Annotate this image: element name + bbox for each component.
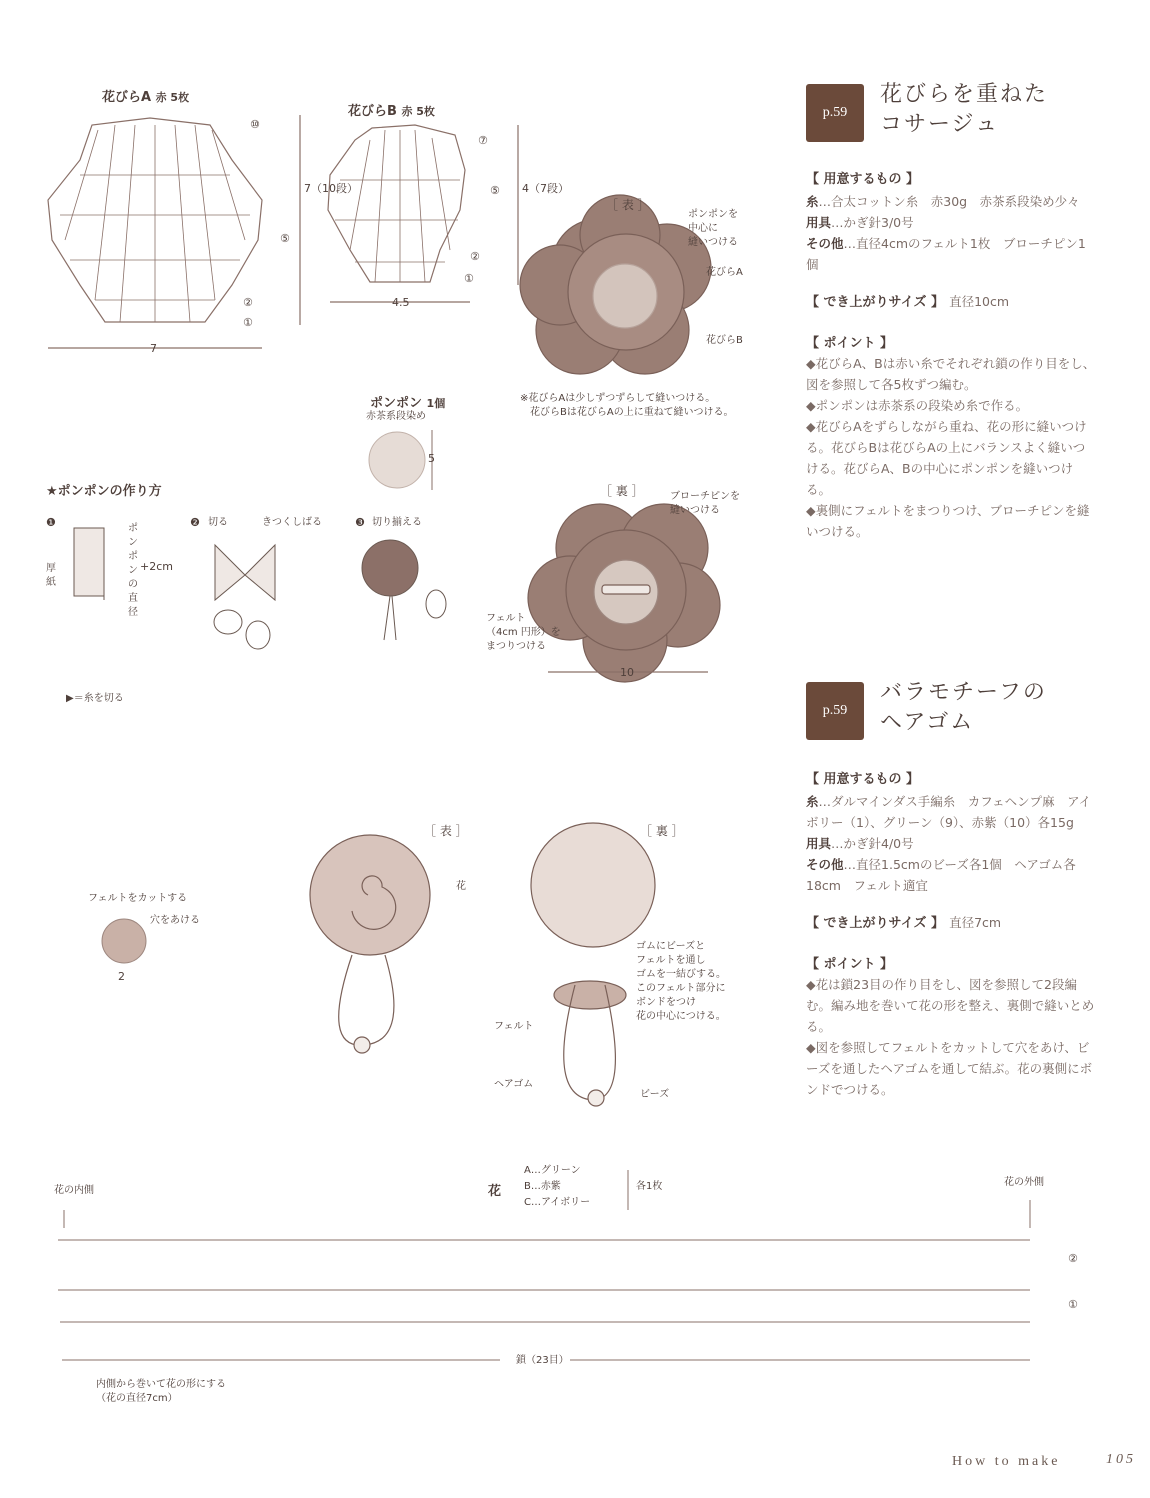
back-heading: ［ 裏 ］: [600, 484, 644, 498]
size-line: 【 でき上がりサイズ 】 直径7cm: [806, 915, 1002, 931]
petal-a-row-marker: ⑩: [250, 118, 260, 131]
pompom-diameter-label: ポンポンの直径: [128, 523, 138, 618]
felt-cut-label: フェルトをカットする: [88, 893, 188, 904]
step-number: ❶: [46, 516, 56, 529]
step-number: ❷: [190, 516, 200, 529]
hairtie-back-note: ゴムにビーズと フェルトを通し ゴムを一結びする。 このフェルト部分に ボンドをつけ 花の中心につける。: [636, 941, 726, 1022]
footer-label: How to make: [952, 1454, 1061, 1469]
points-heading: 【 ポイント 】: [806, 336, 894, 351]
point-item: ◆花びらAをずらしながら重ね、花の形に縫いつける。花びらBは花びらAの上にバランスよく縫いつける。花びらA、Bの中心にポンポンを縫いつける。: [806, 419, 1087, 497]
tool-line: 用具…かぎ針3/0号: [806, 215, 914, 230]
petal-b-width: 4.5: [392, 296, 410, 309]
color-a: A…グリーン: [524, 1165, 581, 1176]
pompom-illustration: [369, 432, 425, 488]
trim-label: 切り揃える: [372, 517, 422, 528]
petal-a-row-marker: ②: [243, 296, 253, 309]
felt-size: 2: [118, 970, 125, 983]
other-line: その他…直径4cmのフェルト1枚 ブローチピン1個: [806, 236, 1086, 272]
petal-b-row-marker: ①: [464, 272, 474, 285]
back-width: 10: [620, 666, 634, 679]
chain-flower-title: 花: [488, 1184, 502, 1199]
inner-label: 花の内側: [54, 1185, 94, 1196]
petal-b-row-marker: ②: [470, 250, 480, 263]
petal-a-title: 花びらA 赤 5枚: [102, 90, 190, 105]
hairtie-label: ヘアゴム: [494, 1079, 534, 1090]
corsage-back-illustration: [528, 504, 720, 682]
cut-label: 切る: [208, 517, 228, 528]
cardboard-label: 厚紙: [46, 563, 56, 588]
row-2-marker: ②: [1068, 1252, 1078, 1265]
petal-a-row-marker: ⑤: [280, 232, 290, 245]
color-b: B…赤紫: [524, 1181, 561, 1192]
hair-front-heading: ［ 表 ］: [424, 824, 468, 838]
item-title: 花びらを重ねた コサージュ: [880, 82, 1049, 137]
beads-label: ビーズ: [640, 1089, 670, 1100]
chain-count-label: 鎖（23目）: [516, 1355, 569, 1366]
corsage-front-illustration: [520, 195, 711, 374]
point-item: ◆図を参照してフェルトをカットして穴をあけ、ビーズを通したヘアゴムを通して結ぶ。花の裏側にボンドでつける。: [806, 1040, 1093, 1097]
felt-part-label: フェルト: [494, 1021, 534, 1032]
felt-label: フェルト （4cm 円形）を まつりつける: [486, 613, 561, 652]
chain-chart: [58, 1200, 1030, 1360]
petal-a-chart: [48, 115, 300, 348]
yarn-line: 糸…合太コットン糸 赤30g 赤茶系段染め少々: [806, 194, 1080, 209]
front-heading: ［ 表 ］: [606, 198, 650, 212]
roll-note: 内側から巻いて花の形にする （花の直径7cm）: [96, 1379, 226, 1404]
legend: ▶＝糸を切る: [66, 693, 124, 704]
petal-a-label: 花びらA: [706, 267, 743, 278]
tool-line: 用具…かぎ針4/0号: [806, 836, 914, 851]
petal-b-row-marker: ⑦: [478, 134, 488, 147]
brooch-pin-label: ブローチピンを 縫いつける: [670, 491, 740, 516]
petal-b-height: 4（7段）: [522, 182, 569, 195]
step-number: ❸: [355, 516, 365, 529]
size-line: 【 でき上がりサイズ 】 直径10cm: [806, 294, 1010, 310]
point-item: ◆花は鎖23目の作り目をし、図を参照して2段編む。編み地を巻いて花の形を整え、裏側で縫いとめる。: [806, 977, 1095, 1034]
materials-heading: 【 用意するもの 】: [806, 772, 920, 787]
row-1-marker: ①: [1068, 1298, 1078, 1311]
pompom-howto-title: ★ポンポンの作り方: [46, 484, 162, 499]
page-ref-badge: p.59: [806, 682, 864, 740]
petal-a-width: 7: [150, 342, 157, 355]
pompom-sew-label: ポンポンを 中心に 縫いつける: [688, 209, 738, 248]
felt-disc: [102, 919, 146, 963]
sewing-note: ※花びらAは少しずつずらして縫いつける。 花びらBは花びらAの上に重ねて縫いつける。: [520, 393, 734, 418]
pompom-color: 赤茶系段染め: [366, 411, 426, 422]
point-item: ◆花びらA、Bは赤い糸でそれぞれ鎖の作り目をし、図を参照して各5枚ずつ編む。: [806, 356, 1096, 392]
hair-back-heading: ［ 裏 ］: [640, 824, 684, 838]
flower-label: 花: [456, 881, 466, 892]
petal-b-row-marker: ⑤: [490, 184, 500, 197]
points-heading: 【 ポイント 】: [806, 957, 894, 972]
item-title: バラモチーフの ヘアゴム: [880, 680, 1047, 735]
each-count: 各1枚: [636, 1181, 663, 1192]
hole-label: 穴をあける: [150, 915, 200, 926]
petal-b-chart: [328, 125, 518, 302]
pompom-title: ポンポン 1個: [370, 396, 446, 411]
page-ref-badge: p.59: [806, 84, 864, 142]
materials-heading: 【 用意するもの 】: [806, 172, 920, 187]
page-number: 105: [1106, 1452, 1136, 1467]
hairtie-front-illustration: [310, 835, 430, 1053]
point-item: ◆ポンポンは赤茶系の段染め糸で作る。: [806, 398, 1029, 413]
petal-b-title: 花びらB 赤 5枚: [348, 104, 435, 119]
yarn-line: 糸…ダルマインダス手編糸 カフェヘンプ麻 アイボリー（1）、グリーン（9）、赤紫（10）各15g: [806, 794, 1092, 830]
pompom-size: 5: [428, 452, 435, 465]
outer-label: 花の外側: [1004, 1177, 1044, 1188]
tie-tight-label: きつくしばる: [262, 517, 322, 528]
plus-2cm-label: +2cm: [140, 560, 173, 573]
point-item: ◆裏側にフェルトをまつりつけ、ブローチピンを縫いつける。: [806, 503, 1090, 539]
petal-a-row-marker: ①: [243, 316, 253, 329]
petal-b-label: 花びらB: [706, 335, 743, 346]
other-line: その他…直径1.5cmのビーズ各1個 ヘアゴム各18cm フェルト適宜: [806, 857, 1076, 893]
petal-a-height: 7（10段）: [304, 182, 358, 195]
color-c: C…アイボリー: [524, 1197, 591, 1208]
